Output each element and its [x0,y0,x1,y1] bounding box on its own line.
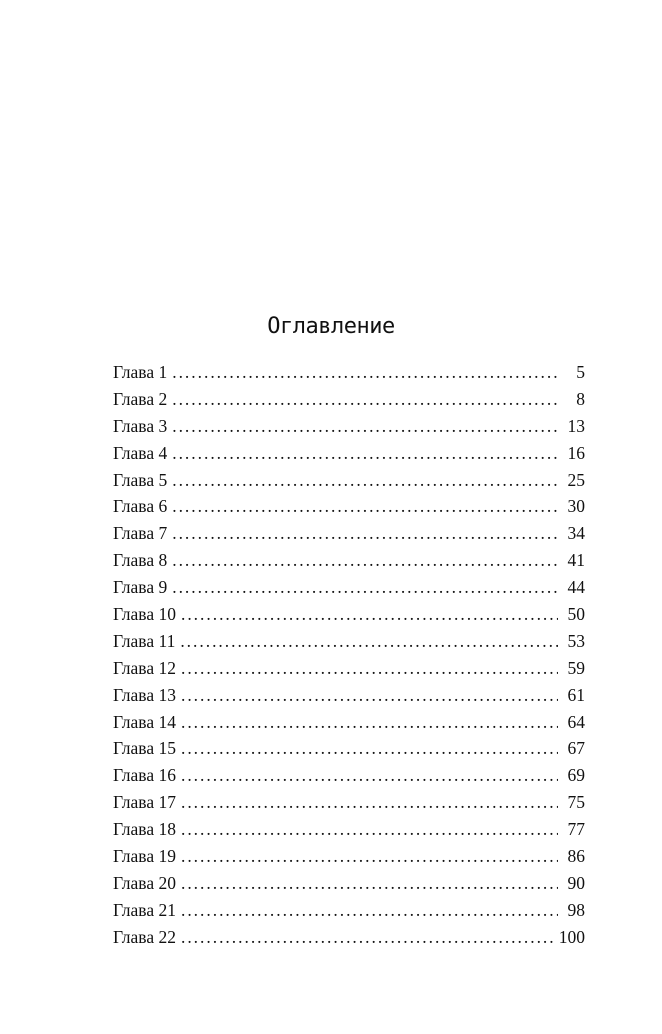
toc-entry-label: Глава 20 [113,872,176,893]
toc-dot-leader [181,682,558,709]
toc-entry-page-number: 69 [567,765,585,786]
toc-entry-page-number: 59 [567,657,585,678]
toc-dot-leader [181,924,556,951]
toc-entry-label: Глава 13 [113,684,176,705]
toc-entry [113,924,585,951]
toc-entry-label: Глава 4 [113,442,168,463]
toc-entry-page-number: 30 [567,496,585,517]
toc-entry-label: Глава 15 [113,738,176,759]
toc-dot-leader [172,493,558,520]
toc-entry-page-number: 90 [567,872,585,893]
toc-entry [113,520,585,547]
toc-entry-label: Глава 19 [113,846,176,867]
toc-dot-leader [172,359,558,386]
toc-dot-leader [172,547,558,574]
toc-entry [113,601,585,628]
toc-entry-label: Глава 6 [113,496,168,517]
toc-dot-leader [172,386,558,413]
toc-entry [113,897,585,924]
toc-dot-leader [172,413,558,440]
toc-dot-leader [172,520,558,547]
toc-entry [113,682,585,709]
toc-entry [113,386,585,413]
toc-entry-page-number: 16 [567,442,585,463]
toc-dot-leader [181,709,558,736]
toc-entry [113,655,585,682]
toc-entry [113,762,585,789]
toc-entry-page-number: 25 [567,469,585,490]
toc-entry [113,709,585,736]
toc-entry-page-number: 5 [576,362,585,382]
toc-entry-label: Глава 14 [113,711,176,732]
toc-dot-leader [172,574,558,601]
toc-entry-page-number: 100 [558,926,585,947]
toc-dot-leader [180,628,558,655]
toc-list [113,359,585,951]
toc-title: Оглавление [267,314,395,339]
toc-dot-leader [172,467,558,494]
toc-entry [113,467,585,494]
toc-entry-page-number: 61 [567,684,585,705]
toc-entry-label: Глава 16 [113,765,176,786]
toc-entry-label: Глава 10 [113,604,176,625]
toc-entry-page-number: 98 [567,899,585,920]
toc-entry-page-number: 64 [567,711,585,732]
toc-entry [113,816,585,843]
toc-entry-page-number: 13 [567,415,585,436]
toc-dot-leader [181,897,558,924]
toc-dot-leader [181,789,558,816]
toc-entry-page-number: 50 [567,604,585,625]
toc-entry-label: Глава 12 [113,657,176,678]
toc-entry-page-number: 8 [576,388,585,409]
toc-entry-label: Глава 11 [113,630,176,651]
toc-dot-leader [181,601,558,628]
toc-entry-page-number: 34 [567,523,585,544]
toc-dot-leader [181,870,558,897]
toc-entry [113,870,585,897]
toc-entry-label: Глава 3 [113,415,168,436]
toc-entry-label: Глава 1 [113,362,168,382]
toc-entry-label: Глава 2 [113,388,168,409]
toc-entry-page-number: 44 [567,577,585,598]
toc-entry [113,547,585,574]
toc-entry-page-number: 67 [567,738,585,759]
toc-entry-page-number: 86 [567,846,585,867]
toc-entry-page-number: 77 [567,819,585,840]
toc-entry [113,789,585,816]
toc-entry [113,359,585,386]
toc-dot-leader [181,762,558,789]
toc-entry-page-number: 53 [567,630,585,651]
toc-entry-label: Глава 22 [113,926,176,947]
toc-dot-leader [181,655,558,682]
toc-entry-label: Глава 7 [113,523,168,544]
toc-entry [113,574,585,601]
toc-entry-label: Глава 17 [113,792,176,813]
toc-entry-label: Глава 9 [113,577,168,598]
toc-entry-label: Глава 5 [113,469,168,490]
toc-entry [113,628,585,655]
toc-entry-page-number: 41 [567,550,585,571]
toc-entry-label: Глава 8 [113,550,168,571]
toc-entry-label: Глава 18 [113,819,176,840]
toc-entry [113,843,585,870]
toc-dot-leader [181,843,558,870]
toc-entry [113,735,585,762]
toc-entry-label: Глава 21 [113,899,176,920]
toc-dot-leader [181,735,558,762]
toc-dot-leader [172,440,558,467]
toc-entry [113,440,585,467]
toc-dot-leader [181,816,558,843]
toc-entry-page-number: 75 [567,792,585,813]
toc-entry [113,493,585,520]
toc-entry [113,413,585,440]
